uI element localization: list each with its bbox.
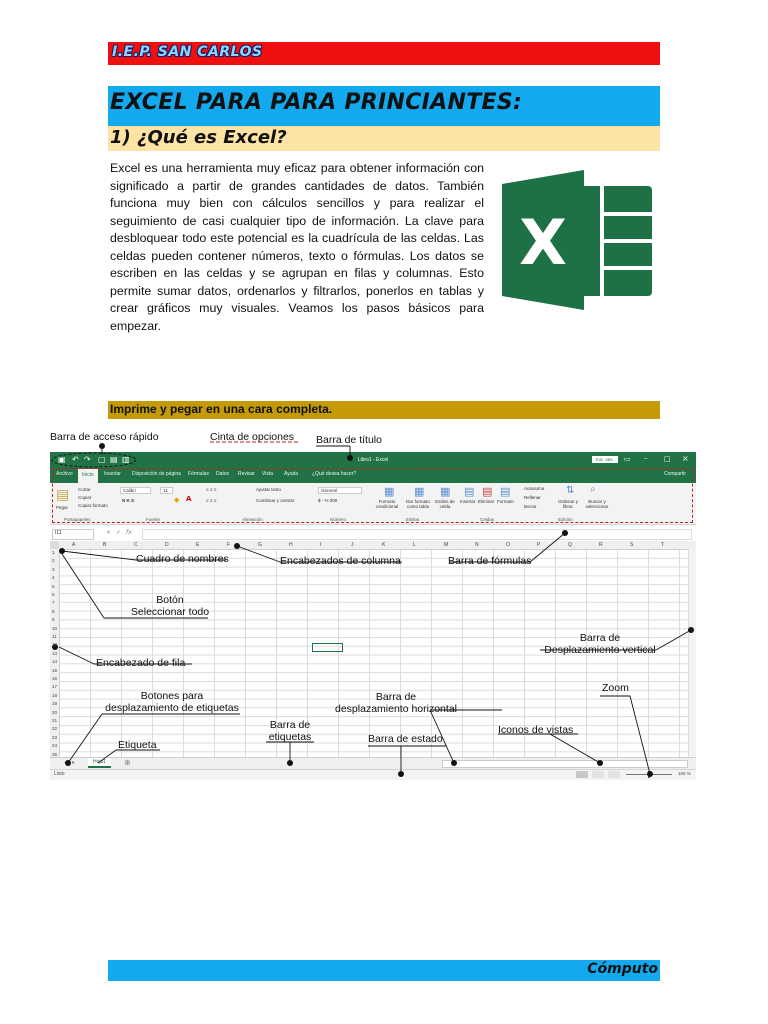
autosum-button[interactable]: Autosuma <box>524 486 545 491</box>
paste-button[interactable]: Pegar <box>56 505 69 510</box>
copy-button[interactable]: Copiar <box>78 495 92 500</box>
label-row-header: Encabezado de fila <box>96 657 186 669</box>
column-header-letter[interactable]: I <box>320 542 322 548</box>
label-zoom: Zoom <box>602 682 629 694</box>
tab-insertar[interactable]: Insertar <box>104 471 121 477</box>
column-header-letter[interactable]: J <box>351 542 354 548</box>
zoom-level: 100 % <box>678 771 691 776</box>
row-header-number[interactable]: 3 <box>52 566 55 572</box>
tab-ayuda[interactable]: Ayuda <box>284 471 299 477</box>
row-header-number[interactable]: 16 <box>52 676 58 681</box>
marker-dot <box>647 771 653 777</box>
group-cells: Celdas <box>480 517 495 522</box>
marker-dot <box>65 760 71 766</box>
fill-color-icon[interactable]: ◆ <box>174 496 180 504</box>
label-status-bar: Barra de estado <box>368 733 443 745</box>
add-sheet-icon[interactable]: ⊕ <box>124 758 131 767</box>
row-header-number[interactable]: 6 <box>52 592 55 597</box>
ribbon-options-icon[interactable]: ▭ <box>624 455 631 463</box>
undo-icon[interactable]: ↶ <box>72 455 79 464</box>
row-header-number[interactable]: 2 <box>52 558 55 564</box>
enter-icon[interactable]: ✓ <box>116 529 122 536</box>
column-header-letter[interactable]: K <box>382 542 386 548</box>
row-header-number[interactable]: 1 <box>52 550 55 555</box>
find-select-button[interactable]: Buscar y seleccionar <box>585 499 609 509</box>
row-header-number[interactable]: 20 <box>52 709 58 715</box>
align-top-icon[interactable]: ≡ ≡ ≡ <box>206 487 217 492</box>
label-hscroll-2: desplazamiento horizontal <box>335 703 457 715</box>
conditional-format-button[interactable]: Formato condicional <box>375 499 399 509</box>
marker-dot <box>398 771 404 777</box>
group-editing: Edición <box>558 517 573 522</box>
marker-dot <box>234 543 240 549</box>
page-title: EXCEL PARA PARA PRINCIANTES: <box>110 90 523 115</box>
column-header-letter[interactable]: Q <box>568 542 572 548</box>
tab-disposicion[interactable]: Disposición de página <box>132 471 181 477</box>
school-banner <box>108 42 660 65</box>
column-header-letter[interactable]: M <box>444 542 449 548</box>
fill-button[interactable]: Rellenar <box>524 495 541 500</box>
marker-dot <box>347 455 353 461</box>
align-left-icon[interactable]: ≡ ≡ ≡ <box>206 498 217 503</box>
function-icon[interactable]: fx <box>126 529 132 536</box>
column-header-letter[interactable]: O <box>506 542 510 548</box>
tab-scroll-right-icon[interactable]: ▸ <box>72 759 76 766</box>
row-header-number[interactable]: 21 <box>52 718 58 723</box>
label-sheet-tabs-1: Barra de <box>269 719 311 731</box>
excel-logo-icon <box>498 168 656 312</box>
footer-banner <box>108 960 660 981</box>
tab-datos[interactable]: Datos <box>216 471 230 477</box>
new-file-icon[interactable]: ▢ <box>98 455 106 464</box>
label-quick-access: Barra de acceso rápido <box>50 431 159 443</box>
wrap-text-button[interactable]: Ajustar texto <box>256 487 282 492</box>
tell-me-search[interactable]: ¿Qué desea hacer? <box>312 471 357 477</box>
conditional-format-icon[interactable]: ▦ <box>384 485 395 498</box>
group-font: Fuente <box>146 517 161 522</box>
label-tab-scroll-2: desplazamiento de etiquetas <box>105 702 239 714</box>
logo-letter: X <box>519 206 567 279</box>
excel-diagram <box>50 428 696 784</box>
column-header-letter[interactable]: D <box>165 542 169 548</box>
row-header-number[interactable]: 10 <box>52 625 58 631</box>
group-number: Número <box>330 517 347 522</box>
label-vscroll-2: Desplazamiento vertical <box>544 644 656 656</box>
label-select-all-2: Seleccionar todo <box>130 606 210 618</box>
name-box[interactable]: I11 <box>52 529 94 540</box>
save-icon[interactable]: ▣ <box>58 455 66 464</box>
share-button[interactable]: Compartir <box>664 471 686 477</box>
column-header-letter[interactable]: B <box>103 542 107 548</box>
print-icon[interactable]: ▥ <box>122 455 130 464</box>
column-header-letter[interactable]: R <box>599 542 603 548</box>
column-header-letter[interactable]: E <box>196 542 200 548</box>
intro-paragraph: Excel es una herramienta muy eficaz para obtener información con significado a partir de grandes cantidades de datos. También funciona muy bien con cálculos sencillos y para realizar el seguimiento de casi cualquier tipo de información. La clave para desbloquear todo este potencial es la cuadrícula de las celdas. Las celdas pueden contener números, texto o fórmulas. Los datos se escriben en las celdas y se agrupan en filas y columnas. Esto permite sumar datos, ordenarlos y filtrarlos, ponerlos en tablas y crear gráficos muy visuales. Veamos los pasos básicos para empezar. <box>110 161 484 333</box>
label-view-icons: Iconos de vistas <box>498 724 574 736</box>
marker-dot <box>451 760 457 766</box>
delete-cells-icon[interactable]: ▤ <box>482 485 493 498</box>
label-ribbon: Cinta de opciones <box>210 431 295 443</box>
sort-filter-button[interactable]: Ordenar y filtrar <box>557 499 578 509</box>
tab-vista[interactable]: Vista <box>262 471 274 477</box>
section-title: 1) ¿Qué es Excel? <box>110 127 287 148</box>
open-folder-icon[interactable]: ▤ <box>110 455 118 464</box>
footer-subject: Cómputo <box>587 961 658 977</box>
title-banner <box>108 86 660 126</box>
row-header-number[interactable]: 13 <box>52 650 58 656</box>
label-sheet-tabs-2: etiquetas <box>268 731 312 743</box>
font-select[interactable]: Calibri <box>120 487 151 494</box>
row-header-number[interactable]: 5 <box>52 583 55 589</box>
column-header-letter[interactable]: S <box>630 542 634 548</box>
column-header-letter[interactable]: C <box>134 542 138 548</box>
label-column-headers: Encabezados de columna <box>280 555 401 567</box>
group-alignment: Alineación <box>242 517 263 522</box>
row-header-number[interactable]: 11 <box>52 634 57 639</box>
marker-dot <box>287 760 293 766</box>
close-icon[interactable]: × <box>682 454 689 463</box>
insert-cells-icon[interactable]: ▤ <box>464 485 475 498</box>
status-text: Listo <box>54 771 65 777</box>
column-header-letter[interactable]: G <box>258 542 262 548</box>
format-table-button[interactable]: Dar formato como tabla <box>406 499 430 509</box>
row-header-number[interactable]: 8 <box>52 608 55 614</box>
font-color-icon[interactable]: A <box>186 495 192 503</box>
group-styles: Estilos <box>406 517 420 522</box>
row-header-number[interactable]: 12 <box>52 642 58 648</box>
format-table-icon[interactable]: ▦ <box>414 485 425 498</box>
school-name: I.E.P. SAN CARLOS <box>112 44 263 60</box>
find-select-icon[interactable]: ⌕ <box>590 484 596 495</box>
label-tab-scroll-1: Botones para <box>140 690 204 702</box>
clear-button[interactable]: Borrar <box>524 504 537 509</box>
marker-dot <box>688 627 694 633</box>
column-header-letter[interactable]: H <box>289 542 293 548</box>
currency-icon[interactable]: $ - % 000 <box>318 498 338 503</box>
number-format-select[interactable]: General <box>318 487 362 494</box>
sheet-tab[interactable]: Hoja1 <box>88 758 111 768</box>
row-header-number[interactable]: 17 <box>52 684 58 690</box>
tab-revisar[interactable]: Revisar <box>238 471 255 477</box>
insert-cells-button[interactable]: Insertar <box>460 499 476 504</box>
redo-icon[interactable]: ↷ <box>84 455 91 464</box>
row-header-number[interactable]: 7 <box>52 600 55 606</box>
signin-button[interactable]: Inic. ses. <box>592 456 618 463</box>
label-title-bar: Barra de título <box>316 434 382 446</box>
bold-button[interactable]: N K S <box>122 498 135 503</box>
minimize-icon[interactable]: – <box>644 454 648 462</box>
marker-dot <box>562 530 568 536</box>
maximize-icon[interactable]: □ <box>664 455 671 463</box>
column-header-letter[interactable]: N <box>475 542 479 548</box>
cut-button[interactable]: Cortar <box>78 487 91 492</box>
group-clipboard: Portapapeles <box>64 517 91 522</box>
cell-styles-icon[interactable]: ▦ <box>440 485 451 498</box>
row-header-number[interactable]: 9 <box>52 617 55 623</box>
marker-dot <box>59 548 65 554</box>
label-name-box: Cuadro de nombres <box>136 553 229 565</box>
row-header-number[interactable]: 4 <box>52 575 55 581</box>
font-size-select[interactable]: 11 <box>160 487 173 494</box>
column-header-letter[interactable]: F <box>227 542 231 548</box>
row-header-number[interactable]: 22 <box>52 726 58 732</box>
excel-window-title: Libro1 - Excel <box>357 457 389 463</box>
instruction-banner <box>108 401 660 419</box>
instruction-text: Imprime y pegar en una cara completa. <box>110 402 333 416</box>
delete-cells-button[interactable]: Eliminar <box>478 499 495 504</box>
row-header-number[interactable]: 24 <box>52 743 58 749</box>
format-painter-button[interactable]: Copiar formato <box>78 503 108 508</box>
label-select-all-1: Botón <box>156 594 184 606</box>
tab-inicio[interactable]: Inicio <box>78 469 98 483</box>
column-header-letter[interactable]: A <box>72 542 76 548</box>
column-header-letter[interactable]: T <box>661 542 665 548</box>
column-header-letter[interactable]: L <box>413 542 416 548</box>
merge-center-button[interactable]: Combinar y centrar <box>256 498 295 503</box>
label-tab: Etiqueta <box>118 739 157 751</box>
row-header-number[interactable]: 19 <box>52 701 58 707</box>
tab-archivo[interactable]: Archivo <box>56 471 73 477</box>
row-header-number[interactable]: 18 <box>52 692 58 698</box>
paste-icon[interactable]: ▤ <box>56 487 70 503</box>
tab-formulas[interactable]: Fórmulas <box>188 471 209 477</box>
row-header-number[interactable]: 25 <box>52 751 58 757</box>
row-header-number[interactable]: 15 <box>52 667 58 673</box>
format-cells-icon[interactable]: ▤ <box>500 485 511 498</box>
label-vscroll-1: Barra de <box>579 632 621 644</box>
cell-styles-button[interactable]: Estilos de celda <box>435 499 455 509</box>
row-header-number[interactable]: 14 <box>52 659 58 665</box>
row-header-number[interactable]: 23 <box>52 734 58 740</box>
section-banner <box>108 126 660 151</box>
sort-filter-icon[interactable]: ⇅ <box>566 485 575 496</box>
label-formula-bar: Barra de fórmulas <box>448 555 532 567</box>
marker-dot <box>99 443 105 449</box>
column-header-letter[interactable]: P <box>537 542 541 548</box>
format-cells-button[interactable]: Formato <box>497 499 514 504</box>
label-hscroll-1: Barra de <box>375 691 417 703</box>
marker-dot <box>597 760 603 766</box>
cancel-icon[interactable]: × <box>106 529 112 536</box>
